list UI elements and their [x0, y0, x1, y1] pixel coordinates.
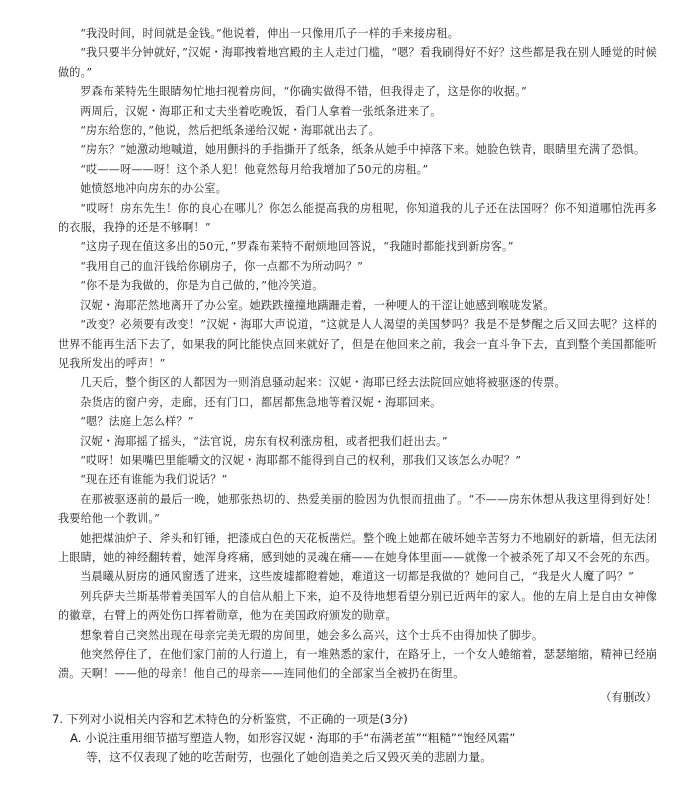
story-paragraph: 列兵萨夫兰斯基带着美国军人的自信从船上下来，迫不及待地想看望分别已近两年的家人。他的左肩上是自由女神像的徽章，右臂上的两处伤口挥着勋章，他为在美国政府颁发的勋章。	[58, 589, 657, 623]
option-a: A. 小说注重用细节描写塑造人物，如形容汉妮・海耶的手“布满老茧”“粗糙”“饱经风霜”	[70, 730, 516, 745]
abridged-note: （有删改）	[600, 689, 657, 704]
story-paragraph: “改变？必须要有改变！”汉妮・海耶大声说道，“这就是人人渴望的美国梦吗？我是不是梦醒之后又回去呢？这样的世界不能再生活下去了，如果我的阿比能快点回来就好了，但是在他回来之前，我会一直斗争下去，直到整个美国都能听见我所发出的呼声！”	[58, 318, 657, 370]
story-paragraph: “现在还有谁能为我们说话？”	[80, 473, 228, 487]
story-paragraph: 两周后，汉妮・海耶正和丈夫坐着吃晚饭，看门人拿着一张纸条进来了。	[80, 104, 442, 118]
story-paragraph: “我只要半分钟就好，”汉妮・海耶拽着地宫殿的主人走过门槛，“嗯？看我刷得好不好？这些都是我在别人睡觉的时候做的。”	[58, 46, 657, 79]
story-paragraph: 当晨曦从厨房的通风窗透了进来，这些废墟都瞪着她，难道这一切都是我做的？她问自己，“我是火人魔了吗？”	[80, 570, 635, 584]
question-block	[52, 709, 657, 767]
story-paragraph: 几天后，整个街区的人都因为一则消息骚动起来：汉妮・海耶已经去法院回应她将被驱逐的传票。	[80, 376, 566, 390]
story-paragraph: “嗯？法庭上怎么样？”	[80, 415, 194, 429]
story-paragraph: 她愤怒地冲向房东的办公室。	[80, 182, 228, 196]
story-paragraph: 汉妮・海耶摇了摇头，“法官说，房东有权利涨房租，或者把我们赶出去。”	[80, 434, 448, 448]
story-paragraph: “房东给您的，”他说，然后把纸条递给汉妮・海耶就出去了。	[80, 124, 381, 138]
story-paragraph: “我用自己的血汗钱给你刷房子，你一点都不为所动吗？”	[80, 259, 363, 273]
story-paragraph: “你不是为我做的，你是为自己做的，”他冷笑道。	[80, 279, 324, 293]
question-stem: 7. 下列对小说相关内容和艺术特色的分析鉴赏，不正确的一项是(3分)	[52, 711, 408, 726]
story-paragraph: 在那被驱逐前的最后一晚，她那张热切的、热爱美丽的脸因为仇恨而扭曲了。“不——房东休想从我这里得到好处！我要给他一个教训。”	[58, 492, 657, 526]
option-a-continuation: 等，这不仅表现了她的吃苦耐劳，也强化了她创造美之后又毁灭美的悲剧力量。	[86, 749, 492, 764]
story-paragraph: 想象着自己突然出现在母亲完美无瑕的房间里，她会多么高兴，这个士兵不由得加快了脚步。	[80, 628, 544, 642]
story-paragraph: 他突然停住了，在他们家门前的人行道上，有一堆熟悉的家什，在路牙上，一个女人蜷缩着，瑟瑟缩缩，精神已经崩溃。天啊！——他的母亲！他自己的母亲——连同他们的全部家当全被扔在街里。	[58, 648, 657, 681]
story-paragraph: “我没时间，时间就是金钱。”他说着，伸出一只像用爪子一样的手来接房租。	[80, 27, 460, 40]
story-paragraph: 杂货店的窗户旁，走廊，还有门口，都居都焦急地等着汉妮・海耶回来。	[80, 395, 442, 409]
story-paragraph: 汉妮・海耶茫然地离开了办公室。她跌跌撞撞地蹒跚走着，一种哽人的干涩让她感到喉咙发紧。	[80, 298, 555, 312]
story-paragraph: 罗森布莱特先生眼睛匆忙地扫视着房间，“你确实做得不错，但我得走了，这是你的收据。”	[80, 85, 527, 99]
story-paragraph: “房东？”她激动地嘁道，她用颤抖的手指撕开了纸条，纸条从她手中掉落下来。她脸色铁青，眼睛里充满了恐惧。	[80, 143, 646, 157]
story-paragraph: “哎呀！房东先生！你的良心在哪儿？你怎么能提高我的房租呢，你知道我的儿子还在法国呀？你不知道哪怕洗再多的衣服，我挣的还是不够啊！”	[58, 201, 657, 235]
story-paragraph: “这房子现在值这多出的50元，”罗森布莱特不耐烦地回答说，“我随时都能找到新房客。”	[80, 240, 514, 254]
story-paragraph: “哎呀！如果嘴巴里能嚼文的汉妮・海耶都不能得到自己的权利，那我们又该怎么办呢？”	[80, 453, 522, 467]
story-paragraph: “哎——呀——呀！这个杀人犯！他竟然每月给我增加了50元的房租。”	[80, 162, 429, 176]
story-paragraph: 她把煤油炉子、斧头和钉锤，把漆成白色的天花板凿烂。整个晚上她都在破坏她辛苦努力不地刷好的新墙，但无法闭上眼睛，她的神经翻转着，她浑身疼痛，感到她的灵魂在痛——在她身体里面——就像一个被杀死了却又不会死的东西。	[58, 531, 657, 564]
story-body	[58, 24, 657, 684]
